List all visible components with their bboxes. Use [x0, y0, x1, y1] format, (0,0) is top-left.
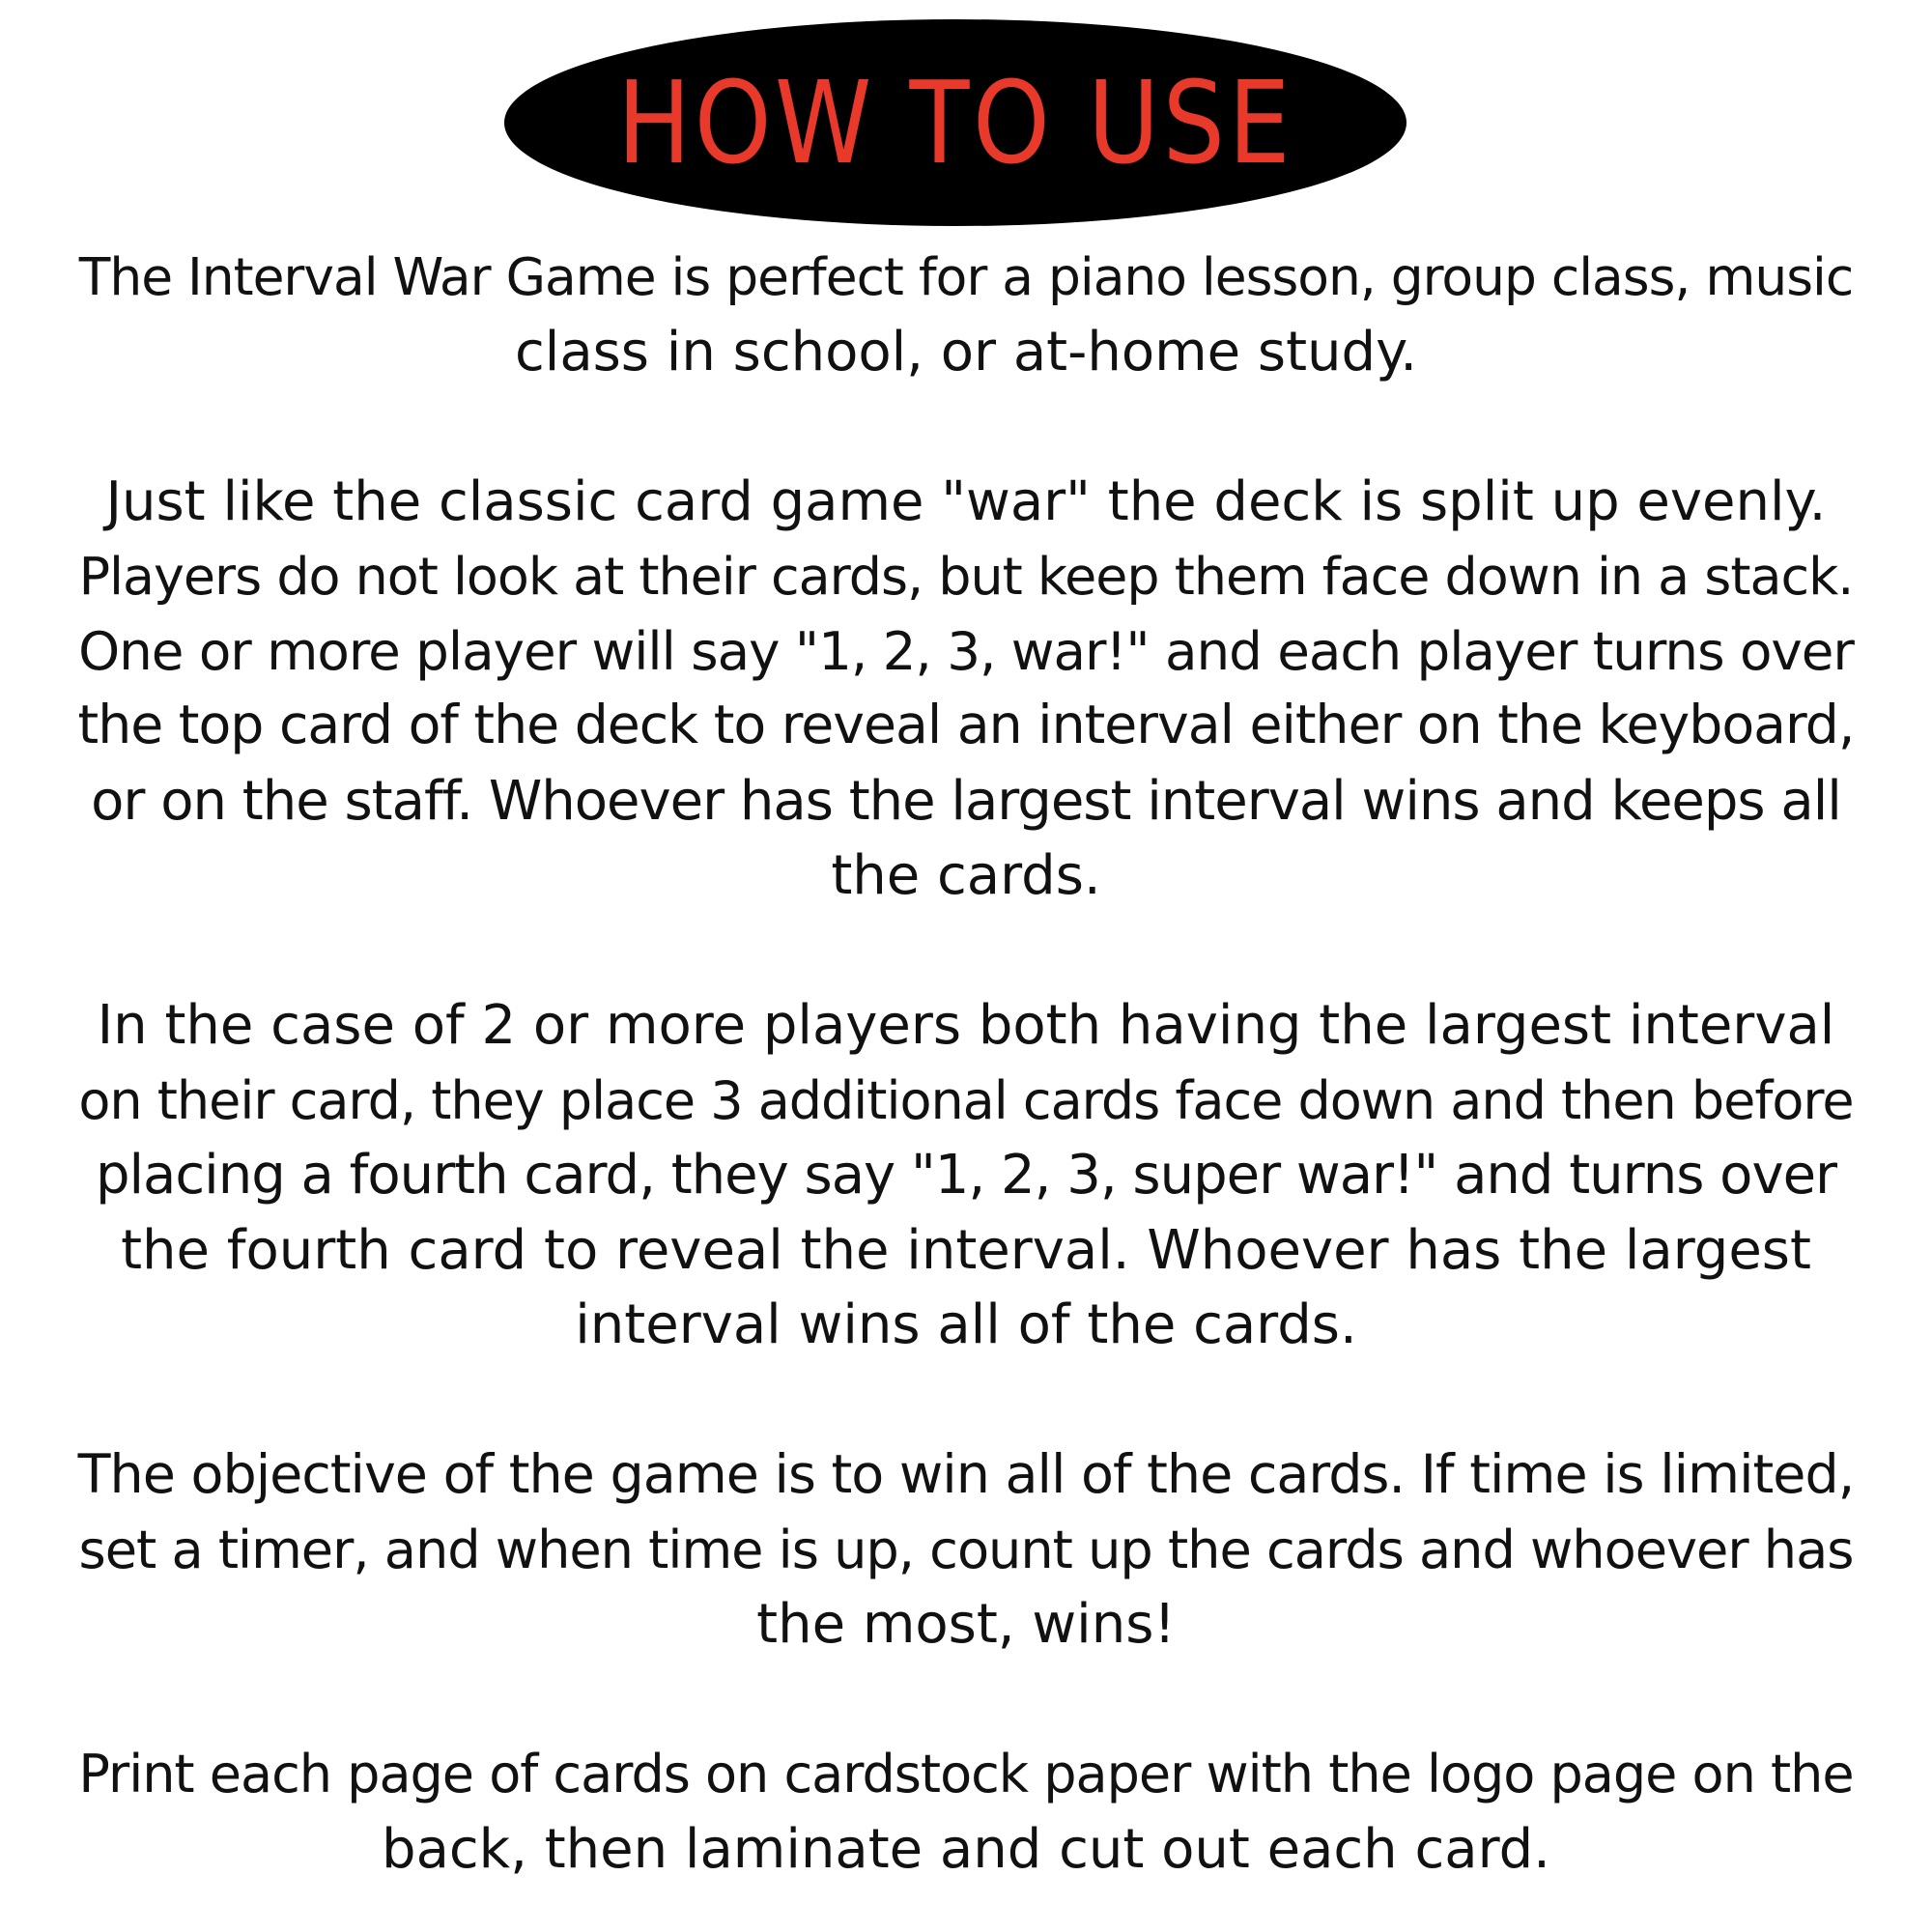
text-line: Print each page of cards on cardstock paper with the logo page on the	[78, 1744, 1854, 1804]
text-line: the top card of the deck to reveal an interval either on the keyboard,	[77, 695, 1855, 756]
text-line: Just like the classic card game "war" the deck is split up evenly.	[105, 469, 1827, 533]
text-line: placing a fourth card, they say "1, 2, 3, super war!" and turns over	[95, 1144, 1837, 1207]
instructions-body	[77, 240, 1855, 1887]
text-line: back, then laminate and cut out each card.	[382, 1817, 1550, 1881]
text-line: the most, wins!	[756, 1593, 1176, 1656]
text-line: One or more player will say "1, 2, 3, war!" and each player turns over	[78, 619, 1854, 682]
title-banner	[504, 19, 1406, 226]
text-line: set a timer, and when time is up, count up the cards and whoever has	[78, 1519, 1854, 1580]
text-line: the fourth card to reveal the interval. Whoever has the largest	[121, 1218, 1811, 1282]
paragraph-spacer	[77, 1363, 1855, 1438]
text-line: In the case of 2 or more players both having the largest interval	[97, 994, 1835, 1057]
paragraph-intro	[77, 240, 1855, 389]
text-line: or on the staff. Whoever has the largest interval wins and keeps all	[91, 769, 1841, 833]
paragraph-rules	[77, 465, 1855, 914]
text-line: interval wins all of the cards.	[575, 1293, 1357, 1356]
paragraph-spacer	[77, 1662, 1855, 1738]
text-line: class in school, or at-home study.	[514, 320, 1418, 384]
paragraph-objective	[77, 1437, 1855, 1662]
paragraph-printing	[77, 1737, 1855, 1887]
text-line: The objective of the game is to win all of the cards. If time is limited,	[77, 1443, 1855, 1506]
text-line: on their card, they place 3 additional cards face down and then before	[78, 1069, 1854, 1131]
paragraph-spacer	[77, 914, 1855, 989]
text-line: Players do not look at their cards, but keep them face down in a stack.	[78, 546, 1854, 607]
text-line: the cards.	[831, 844, 1101, 907]
paragraph-spacer	[77, 389, 1855, 465]
paragraph-tie-rule	[77, 988, 1855, 1363]
page-title: HOW TO USE	[616, 56, 1294, 189]
text-line: The Interval War Game is perfect for a piano lesson, group class, music	[78, 246, 1854, 307]
